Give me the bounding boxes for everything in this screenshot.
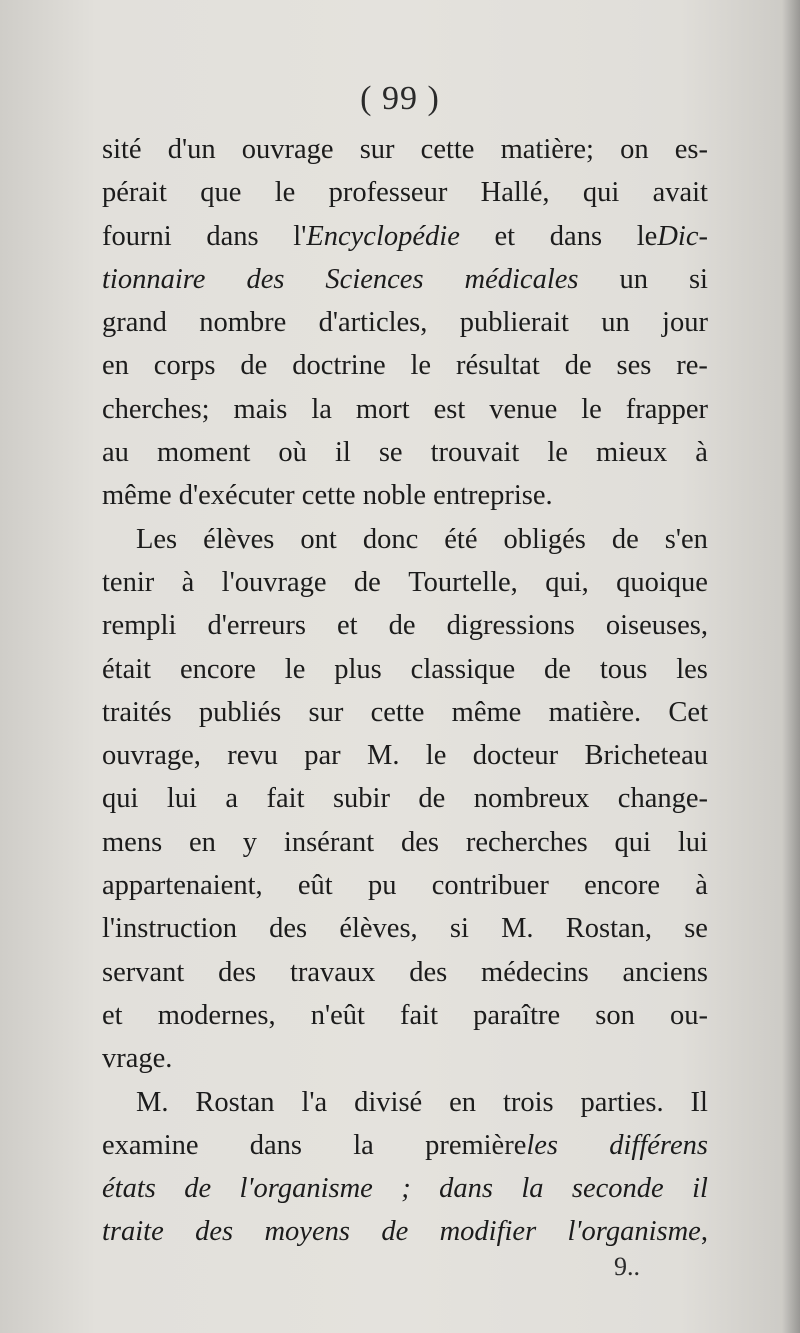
text-line: [102, 777, 708, 820]
word: M.: [501, 913, 534, 945]
word: cette: [370, 696, 425, 728]
word: fait: [400, 999, 439, 1031]
word: un: [601, 307, 630, 339]
word: divisé: [354, 1086, 423, 1118]
word: appartenaient,: [102, 870, 263, 902]
word: l'Encyclopédie: [293, 220, 460, 252]
word: tionnaire: [102, 263, 206, 295]
word: n'eût: [310, 999, 365, 1031]
text-line: [102, 994, 708, 1037]
word: qui: [102, 783, 139, 815]
word: rempli: [102, 610, 177, 642]
word: par: [304, 740, 341, 772]
word: avait: [652, 177, 708, 209]
text-line: [102, 864, 708, 907]
word: le: [274, 177, 296, 209]
word: états: [102, 1173, 156, 1205]
text-line: [102, 1210, 708, 1253]
word: a: [225, 783, 239, 815]
word: l'a: [301, 1086, 328, 1118]
word: sur: [359, 134, 395, 165]
word: paraître: [473, 999, 561, 1031]
word: élèves,: [339, 913, 418, 945]
word: ses: [616, 350, 652, 382]
word: même: [102, 480, 172, 512]
word: de: [388, 610, 416, 642]
text-line: [102, 388, 708, 431]
word: mort: [355, 393, 410, 425]
word: son: [595, 999, 635, 1031]
word: à: [695, 437, 708, 469]
word: qui: [582, 177, 620, 209]
word: l'ouvrage: [221, 566, 327, 598]
word: matière;: [500, 134, 594, 165]
word: le: [284, 653, 306, 685]
word: plus: [334, 653, 382, 685]
word: si: [688, 263, 708, 295]
word: traités: [102, 696, 172, 728]
word: dans: [549, 220, 603, 252]
text-line: [102, 561, 708, 604]
word: Sciences: [325, 263, 424, 295]
word: matière.: [548, 696, 642, 728]
word: professeur: [328, 177, 448, 209]
word: d'articles,: [318, 307, 428, 339]
text-line: [102, 431, 708, 474]
text-line: [102, 907, 708, 950]
word: en: [449, 1086, 477, 1118]
word: quoique: [616, 566, 708, 598]
word: mais: [233, 393, 288, 425]
word: et: [494, 220, 516, 252]
word: Il: [690, 1086, 708, 1118]
word: des: [400, 826, 439, 858]
word: Hallé,: [480, 177, 550, 209]
word: médecins: [481, 956, 589, 988]
text-line: [102, 734, 708, 777]
text-line: [102, 691, 708, 734]
word: nombreux: [473, 783, 590, 815]
word: s'en: [664, 523, 708, 555]
word: se: [684, 913, 708, 945]
word: qui,: [545, 566, 589, 598]
word: seconde: [571, 1173, 664, 1205]
text-line: [102, 215, 708, 258]
text-line: [102, 604, 708, 647]
word: le: [425, 740, 447, 772]
word: l'organisme: [239, 1173, 373, 1205]
word: Tourtelle,: [408, 566, 518, 598]
word: ouvrage,: [102, 740, 201, 772]
word: il: [334, 437, 351, 469]
word: résultat: [455, 350, 540, 382]
word: M.: [136, 1086, 169, 1118]
word: ouvrage: [241, 134, 334, 165]
word: encore: [179, 653, 256, 685]
word: recherches: [465, 826, 588, 858]
word: est: [433, 393, 466, 425]
word: M.: [366, 740, 400, 772]
word: qui: [614, 826, 651, 858]
word: à: [695, 870, 708, 902]
word: revu: [227, 740, 278, 772]
word: le: [581, 393, 602, 425]
word: pu: [367, 870, 397, 902]
word: subir: [332, 783, 390, 815]
word: sur: [308, 696, 344, 728]
word: de: [381, 1216, 409, 1248]
word: examine: [102, 1129, 199, 1161]
word: ;: [401, 1173, 411, 1205]
word: entreprise.: [433, 480, 553, 512]
word: obligés: [503, 523, 586, 555]
word: cherches;: [102, 393, 210, 425]
word: jour: [662, 307, 708, 339]
word: il: [692, 1173, 708, 1205]
text-line: [102, 951, 708, 994]
word: les: [676, 653, 708, 685]
word: lui: [166, 783, 197, 815]
word: sité: [102, 134, 142, 165]
word: traite: [102, 1216, 164, 1248]
word: eût: [297, 870, 333, 902]
text-line: [102, 1037, 708, 1080]
text-line: [102, 821, 708, 864]
word: modernes,: [157, 999, 276, 1031]
word: même: [451, 696, 522, 728]
word: élèves: [203, 523, 275, 555]
word: fait: [266, 783, 305, 815]
word: cette: [420, 134, 475, 165]
word: tenir: [102, 566, 155, 598]
word: y: [242, 826, 258, 858]
body-text: [102, 128, 708, 1254]
word: classique: [410, 653, 516, 685]
word: était: [102, 653, 152, 685]
text-line: [102, 344, 708, 387]
word: des: [218, 956, 257, 988]
word: en: [189, 826, 216, 858]
word: et: [337, 610, 358, 642]
word: leDic-: [636, 220, 708, 252]
word: change-: [617, 783, 708, 815]
word: moyens: [264, 1216, 350, 1248]
word: ou-: [669, 999, 708, 1031]
word: venue: [489, 393, 558, 425]
word: des: [195, 1216, 234, 1248]
word: de: [240, 350, 268, 382]
word: d'un: [167, 134, 216, 165]
word: encore: [584, 870, 661, 902]
word: se: [378, 437, 403, 469]
word: des: [269, 913, 308, 945]
word: publierait: [459, 307, 569, 339]
word: servant: [102, 956, 185, 988]
word: de: [611, 523, 639, 555]
word: noble: [362, 480, 427, 512]
word: moment: [156, 437, 251, 469]
text-line: [102, 128, 708, 171]
text-line: [102, 258, 708, 301]
word: d'erreurs: [207, 610, 306, 642]
word: digressions: [446, 610, 575, 642]
text-line: [102, 1167, 708, 1210]
word: contribuer: [431, 870, 549, 902]
word: ont: [300, 523, 337, 555]
word: docteur: [472, 740, 559, 772]
word: Rostan: [195, 1086, 275, 1118]
word: trouvait: [430, 437, 520, 469]
word: de: [564, 350, 592, 382]
word: médicales: [464, 263, 579, 295]
word: mieux: [595, 437, 668, 469]
word: le: [547, 437, 568, 469]
word: lui: [677, 826, 708, 858]
word: on: [620, 134, 649, 165]
page-number: ( 99 ): [360, 80, 440, 117]
word: mens: [102, 826, 163, 858]
word: es-: [674, 134, 708, 165]
word: Cet: [668, 696, 708, 728]
word: à: [181, 566, 195, 598]
text-line: [102, 1124, 708, 1167]
text-line: [102, 518, 708, 561]
word: tous: [599, 653, 648, 685]
word: dans: [249, 1129, 303, 1161]
word: re-: [676, 350, 708, 382]
word: Rostan,: [565, 913, 653, 945]
word: d'exécuter: [178, 480, 295, 512]
word: insérant: [283, 826, 375, 858]
word: où: [278, 437, 307, 469]
word: de: [418, 783, 446, 815]
word: le: [410, 350, 432, 382]
signature-mark: 9..: [614, 1252, 640, 1281]
word: corps: [153, 350, 216, 382]
word: des: [409, 956, 448, 988]
word: nombre: [199, 307, 287, 339]
word: des: [246, 263, 285, 295]
word: un: [619, 263, 648, 295]
word: au: [102, 437, 129, 469]
word: la: [311, 393, 332, 425]
word: modifier: [439, 1216, 537, 1248]
word: été: [444, 523, 478, 555]
word: l'organisme,: [567, 1216, 708, 1248]
word: pérait: [102, 177, 167, 209]
word: parties.: [580, 1086, 664, 1118]
word: fourni: [102, 220, 172, 252]
word: la: [353, 1129, 374, 1161]
text-line: [102, 648, 708, 691]
word: que: [200, 177, 242, 209]
word: si: [449, 913, 469, 945]
word: anciens: [622, 956, 708, 988]
word: oiseuses,: [605, 610, 708, 642]
word: la: [521, 1173, 544, 1205]
word: donc: [362, 523, 419, 555]
text-line: [102, 474, 708, 517]
word: publiés: [198, 696, 282, 728]
word: dans: [206, 220, 259, 252]
word: grand: [102, 307, 167, 339]
word: de: [353, 566, 381, 598]
text-line: [102, 171, 708, 214]
word: de: [544, 653, 571, 685]
word: travaux: [289, 956, 376, 988]
word: premièreles: [425, 1129, 559, 1161]
word: en: [102, 350, 129, 382]
word: vrage.: [102, 1043, 173, 1075]
word: et: [102, 999, 123, 1031]
word: Les: [136, 523, 178, 555]
word: doctrine: [292, 350, 386, 382]
word: différens: [609, 1129, 708, 1161]
text-line: [102, 1081, 708, 1124]
word: frapper: [625, 393, 708, 425]
word: de: [184, 1173, 212, 1205]
word: cette: [301, 480, 356, 512]
word: trois: [502, 1086, 554, 1118]
text-line: [102, 301, 708, 344]
word: Bricheteau: [584, 740, 708, 772]
word: l'instruction: [102, 913, 237, 945]
word: dans: [439, 1173, 493, 1205]
